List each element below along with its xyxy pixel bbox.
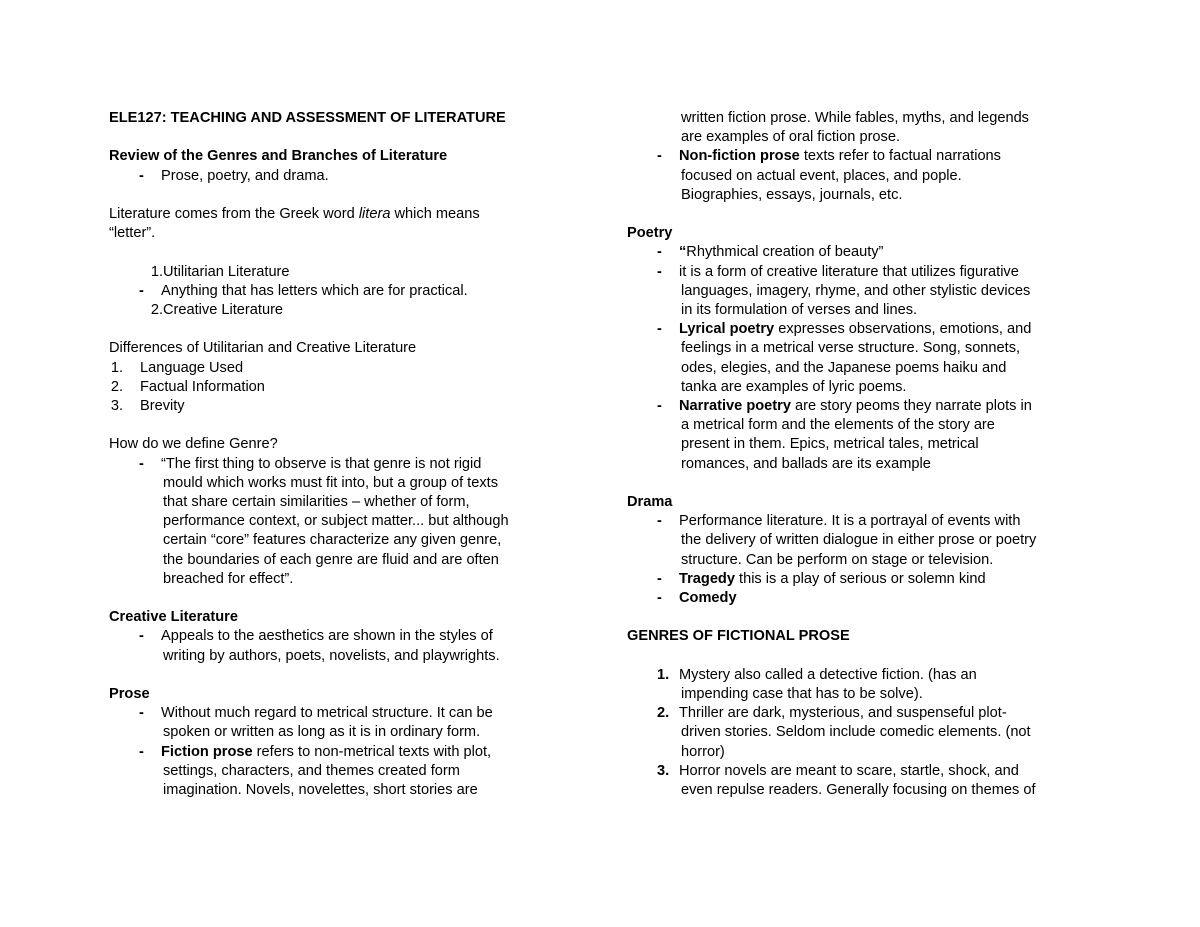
- dash-marker: -: [657, 148, 662, 165]
- dash-marker: -: [657, 590, 662, 607]
- narrative-term: Narrative poetry: [679, 398, 791, 415]
- poetry-line: languages, imagery, rhyme, and other stylistic devices: [681, 282, 1031, 299]
- diff-item: [109, 378, 579, 397]
- creative-heading: Creative Literature: [109, 609, 238, 626]
- drama-text: Performance literature. It is a portrayal of events with: [679, 513, 1021, 530]
- genre-item-cont: even repulse readers. Generally focusing on themes of: [681, 782, 1036, 799]
- poetry-quote-text: Rhythmical creation of beauty”: [686, 244, 884, 261]
- narrative-line: a metrical form and the elements of the story are: [681, 417, 995, 434]
- dash-marker: -: [657, 398, 662, 415]
- lyrical-line: feelings in a metrical verse structure. Song, sonnets,: [681, 340, 1021, 357]
- comedy-term: Comedy: [679, 590, 737, 607]
- intro-text-b: which means: [390, 205, 480, 222]
- poetry-line: [627, 243, 1097, 262]
- comedy-line: [627, 589, 1097, 608]
- genre-item-cont: driven stories. Seldom include comedic elements. (not: [681, 724, 1031, 741]
- prose-line: imagination. Novels, novelettes, short stories are: [163, 782, 478, 798]
- nonfiction-line: [627, 147, 1097, 166]
- review-bullet: [109, 167, 579, 186]
- genre-quote-line: certain “core” features characterize any given genre,: [163, 532, 502, 549]
- creative-line: writing by authors, poets, novelists, and playwrights.: [163, 647, 500, 664]
- narrative-text: are story peoms they narrate plots in: [790, 398, 1032, 415]
- list1-text: Utilitarian Literature: [163, 263, 290, 280]
- nonfiction-line: Biographies, essays, journals, etc.: [681, 186, 903, 203]
- genre-item: [627, 666, 1097, 685]
- right-column: [627, 109, 1097, 800]
- tragedy-line: [627, 570, 1097, 589]
- genre-item-cont: horror): [681, 743, 725, 760]
- open-quote: “: [679, 244, 687, 261]
- list1-item: [109, 301, 579, 320]
- diff-item-text: Language Used: [140, 359, 244, 376]
- lyrical-line: [627, 320, 1097, 339]
- list-marker: 1.: [110, 359, 123, 376]
- poetry-line: in its formulation of verses and lines.: [681, 302, 918, 319]
- dash-marker: -: [657, 570, 662, 587]
- fiction-prose-term: Fiction prose: [161, 743, 253, 760]
- list-marker: 2.: [657, 705, 670, 722]
- dash-marker: -: [657, 321, 662, 338]
- genre-quote-line: the boundaries of each genre are fluid and are often: [163, 551, 499, 568]
- drama-heading: Drama: [627, 494, 673, 511]
- prose-line: spoken or written as long as it is in ordinary form.: [163, 724, 481, 741]
- drama-line: [627, 512, 1097, 531]
- dash-marker: -: [657, 513, 662, 530]
- lyrical-text: expresses observations, emotions, and: [774, 321, 1032, 338]
- genre-item: [627, 762, 1097, 781]
- prose-heading: Prose: [109, 685, 150, 702]
- tragedy-text: this is a play of serious or solemn kind: [734, 570, 986, 587]
- prose-line: settings, characters, and themes created form: [163, 762, 460, 779]
- prose-line: [109, 743, 579, 762]
- dash-marker: -: [139, 705, 144, 722]
- creative-line: [109, 627, 579, 646]
- genre-quote-line: performance context, or subject matter... but although: [163, 513, 509, 530]
- prose-line: [109, 704, 579, 723]
- narrative-line: [627, 397, 1097, 416]
- genre-text: Horror novels are meant to scare, startle, shock, and: [679, 762, 1019, 779]
- prose-text: refers to non-metrical texts with plot,: [252, 743, 492, 760]
- diff-item: [109, 359, 579, 378]
- poetry-line: [627, 263, 1097, 282]
- prose-text: Without much regard to metrical structure. It can be: [161, 705, 493, 722]
- poetry-heading: Poetry: [627, 225, 673, 242]
- list-marker: 2.: [150, 301, 163, 318]
- nonfiction-term: Non-fiction prose: [679, 148, 800, 165]
- drama-line: structure. Can be perform on stage or television.: [681, 551, 994, 568]
- intro-text-a: Literature comes from the Greek word: [109, 205, 359, 222]
- left-column: [109, 109, 579, 800]
- document-title: ELE127: TEACHING AND ASSESSMENT OF LITERATURE: [109, 110, 506, 126]
- diff-item: [109, 397, 579, 416]
- list-marker: 1.: [150, 263, 163, 280]
- genre-item-cont: impending case that has to be solve).: [681, 686, 923, 703]
- narrative-line: romances, and ballads are its example: [681, 455, 931, 472]
- list-marker: 2.: [110, 378, 123, 395]
- dash-marker: -: [657, 244, 662, 261]
- genre-quote-line: breached for effect”.: [163, 570, 294, 587]
- tragedy-term: Tragedy: [679, 570, 735, 587]
- diff-item-text: Brevity: [140, 397, 185, 414]
- continued-line: written fiction prose. While fables, myths, and legends: [681, 110, 1029, 126]
- dash-marker: -: [139, 167, 144, 184]
- intro-line-2: “letter”.: [109, 225, 156, 242]
- dash-marker: -: [657, 263, 662, 280]
- list-marker: -: [139, 282, 144, 299]
- diff-heading: Differences of Utilitarian and Creative Literature: [109, 340, 417, 357]
- list-marker: 3.: [657, 762, 670, 779]
- diff-item-text: Factual Information: [140, 378, 265, 395]
- nonfiction-text: texts refer to factual narrations: [799, 148, 1001, 165]
- narrative-line: present in them. Epics, metrical tales, metrical: [681, 436, 979, 453]
- review-heading: Review of the Genres and Branches of Literature: [109, 148, 448, 165]
- genre-quote-line: that share certain similarities – whether of form,: [163, 493, 470, 510]
- poetry-text: it is a form of creative literature that utilizes figurative: [679, 263, 1019, 280]
- list1-item: [109, 282, 579, 301]
- genre-quote-text: “The first thing to observe is that genre is not rigid: [161, 455, 482, 472]
- nonfiction-line: focused on actual event, places, and pople.: [681, 167, 962, 184]
- dash-marker: -: [139, 743, 144, 760]
- list-marker: 1.: [657, 666, 670, 683]
- intro-italic-word: litera: [358, 205, 391, 222]
- genres-heading: GENRES OF FICTIONAL PROSE: [627, 628, 850, 645]
- genre-question: How do we define Genre?: [109, 436, 278, 453]
- lyrical-line: odes, elegies, and the Japanese poems haiku and: [681, 359, 1007, 376]
- genre-quote-line: mould which works must fit into, but a group of texts: [163, 474, 498, 491]
- dash-marker: -: [139, 455, 144, 472]
- list1-text: Anything that has letters which are for practical.: [161, 282, 468, 299]
- genre-text: Mystery also called a detective fiction. (has an: [679, 666, 977, 683]
- creative-text: Appeals to the aesthetics are shown in the styles of: [161, 628, 493, 645]
- intro-line-1: [109, 205, 579, 224]
- list1-text: Creative Literature: [163, 301, 284, 318]
- lyrical-term: Lyrical poetry: [679, 321, 775, 338]
- genre-text: Thriller are dark, mysterious, and suspenseful plot-: [679, 705, 1007, 722]
- genre-item: [627, 704, 1097, 723]
- list-marker: 3.: [110, 397, 123, 414]
- review-bullet-text: Prose, poetry, and drama.: [161, 167, 329, 184]
- drama-line: the delivery of written dialogue in either prose or poetry: [681, 532, 1037, 549]
- lyrical-line: tanka are examples of lyric poems.: [681, 378, 907, 395]
- list1-item: [109, 263, 579, 282]
- genre-quote-line: [109, 455, 579, 474]
- dash-marker: -: [139, 628, 144, 645]
- continued-line: are examples of oral fiction prose.: [681, 129, 901, 146]
